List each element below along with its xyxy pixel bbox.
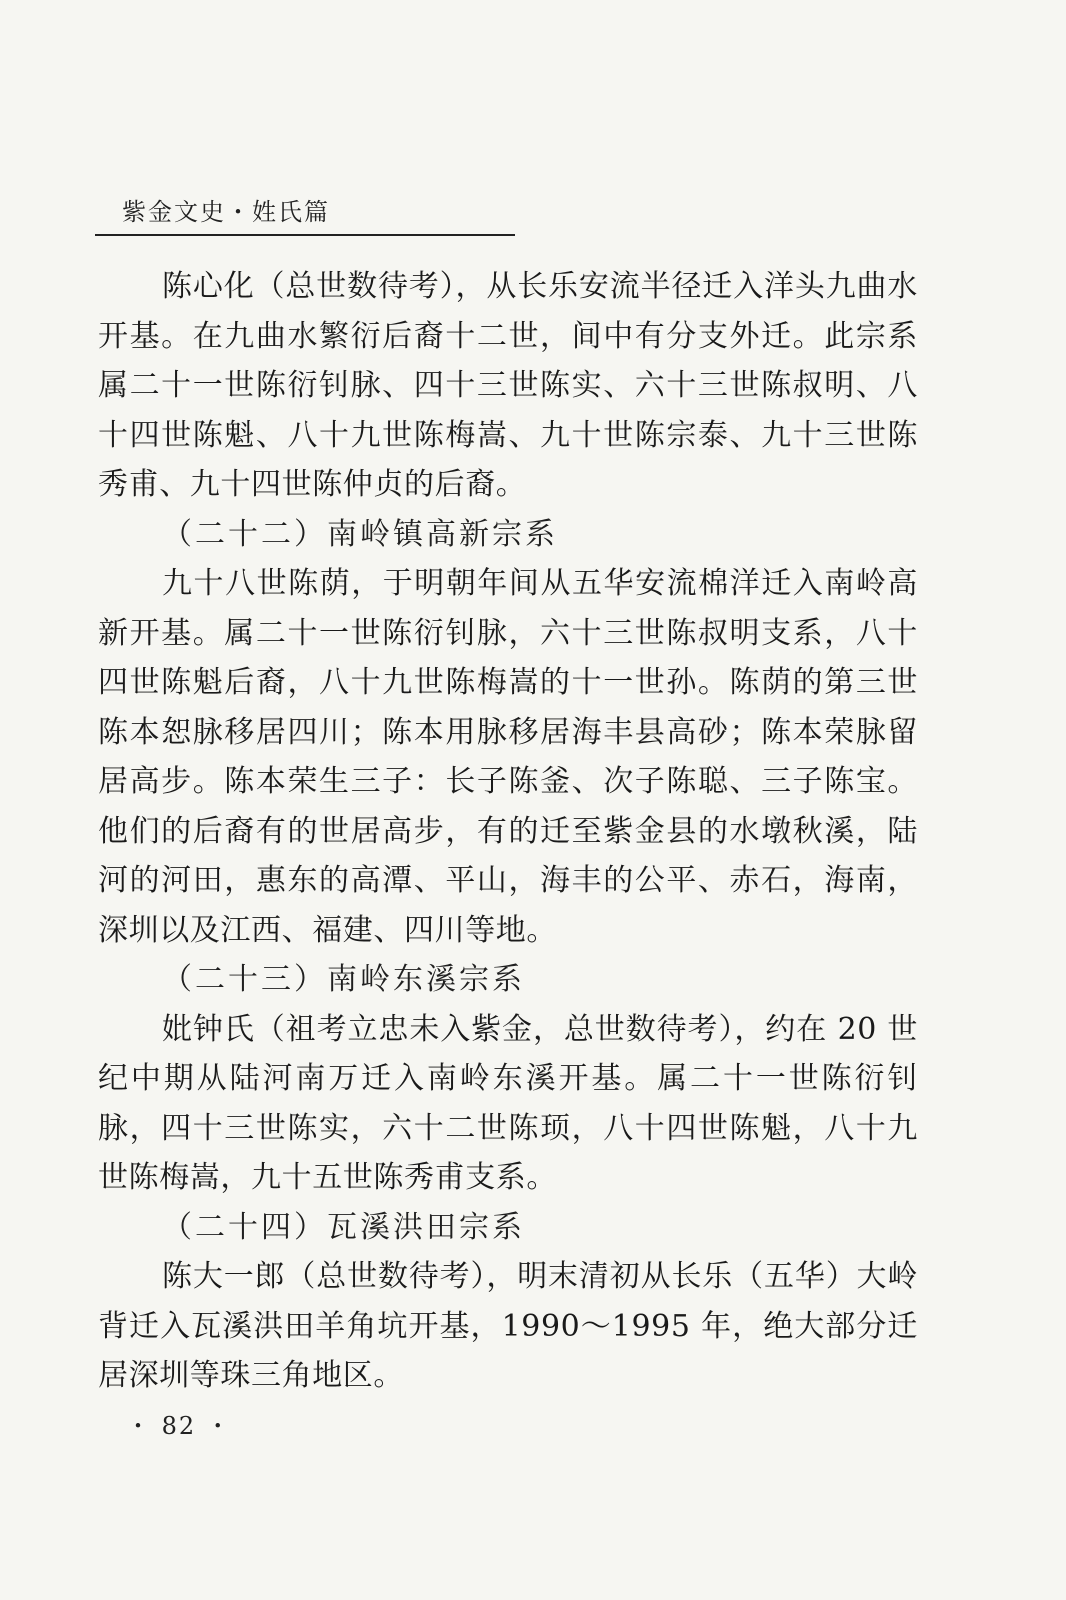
paragraph-chen-xinhua: 陈心化（总世数待考），从长乐安流半径迁入洋头九曲水开基。在九曲水繁衍后裔十二世，间中有分支外迁。此宗系属二十一世陈衍钊脉、四十三世陈实、六十三世陈叔明、八十四世陈魁、八十九世陈梅嵩、九十世陈宗泰、九十三世陈秀甫、九十四世陈仲贞的后裔。	[98, 269, 918, 502]
section-heading-22: （二十二）南岭镇高新宗系	[162, 516, 558, 552]
section-heading-24: （二十四）瓦溪洪田宗系	[162, 1209, 525, 1245]
paragraph-hongtian: 陈大一郎（总世数待考），明末清初从长乐（五华）大岭背迁入瓦溪洪田羊角坑开基，1990～1995 年，绝大部分迁居深圳等珠三角地区。	[98, 1259, 918, 1393]
paragraph-dongxi: 妣钟氏（祖考立忠未入紫金，总世数待考），约在 20 世纪中期从陆河南万迁入南岭东溪开基。属二十一世陈衍钊脉，四十三世陈实，六十二世陈顼，八十四世陈魁，八十九世陈梅嵩，九十五世陈秀甫支系。	[98, 1011, 918, 1195]
section-heading-23: （二十三）南岭东溪宗系	[162, 962, 525, 997]
page-number: ・ 82 ・	[126, 1412, 232, 1440]
running-header: 紫金文史・姓氏篇	[122, 198, 330, 226]
body-text	[98, 262, 918, 1401]
paragraph-gaoxin: 九十八世陈荫，于明朝年间从五华安流棉洋迁入南岭高新开基。属二十一世陈衍钊脉，六十三世陈叔明支系，八十四世陈魁后裔，八十九世陈梅嵩的十一世孙。陈荫的第三世陈本恕脉移居四川；陈本用脉移居海丰县高砂；陈本荣脉留居高步。陈本荣生三子：长子陈釜、次子陈聪、三子陈宝。他们的后裔有的世居高步，有的迁至紫金县的水墩秋溪，陆河的河田，惠东的高潭、平山，海丰的公平、赤石，海南，深圳以及江西、福建、四川等地。	[98, 566, 918, 948]
header-rule	[95, 234, 515, 236]
